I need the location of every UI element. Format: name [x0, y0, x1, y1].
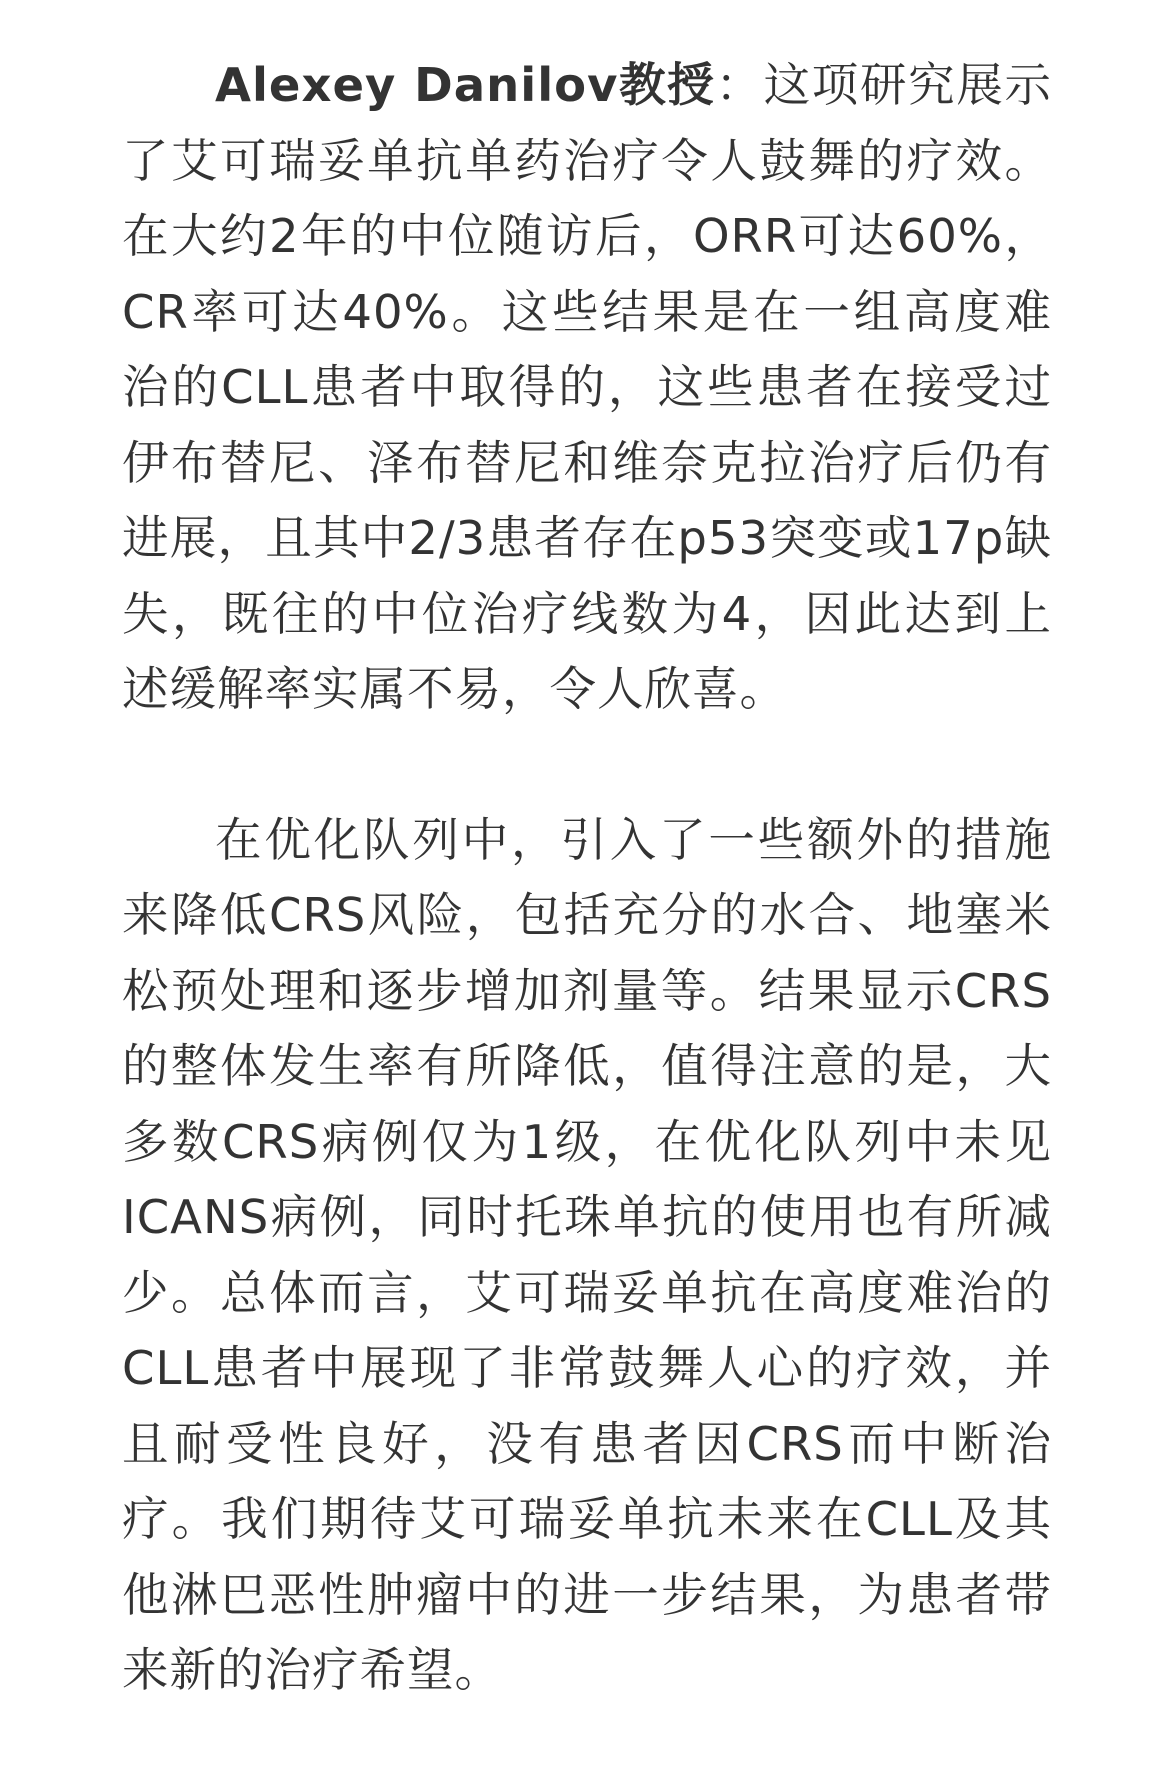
- paragraph-2-text: 在优化队列中，引入了一些额外的措施来降低CRS风险，包括充分的水合、地塞米松预处理和逐步增加剂量等。结果显示CRS的整体发生率有所降低，值得注意的是，大多数CRS病例仅为1级，在优化队列中未见ICANS病例，同时托珠单抗的使用也有所减少。总体而言，艾可瑞妥单抗在高度难治的CLL患者中展现了非常鼓舞人心的疗效，并且耐受性良好，没有患者因CRS而中断治疗。我们期待艾可瑞妥单抗未来在CLL及其他淋巴恶性肿瘤中的进一步结果，为患者带来新的治疗希望。: [122, 812, 1052, 1697]
- paragraph-optimization-cohort: [122, 803, 1052, 1709]
- speaker-separator: ：: [715, 58, 764, 112]
- speaker-name: Alexey Danilov教授: [215, 58, 716, 112]
- paragraph-1-text: 这项研究展示了艾可瑞妥单抗单药治疗令人鼓舞的疗效。在大约2年的中位随访后，ORR可达60%，CR率可达40%。这些结果是在一组高度难治的CLL患者中取得的，这些患者在接受过伊布替尼、泽布替尼和维奈克拉治疗后仍有进展，且其中2/3患者存在p53突变或17p缺失，既往的中位治疗线数为4，因此达到上述缓解率实属不易，令人欣喜。: [122, 58, 1053, 716]
- paragraph-expert-comment: [122, 48, 1052, 728]
- article-body: [122, 48, 1052, 1709]
